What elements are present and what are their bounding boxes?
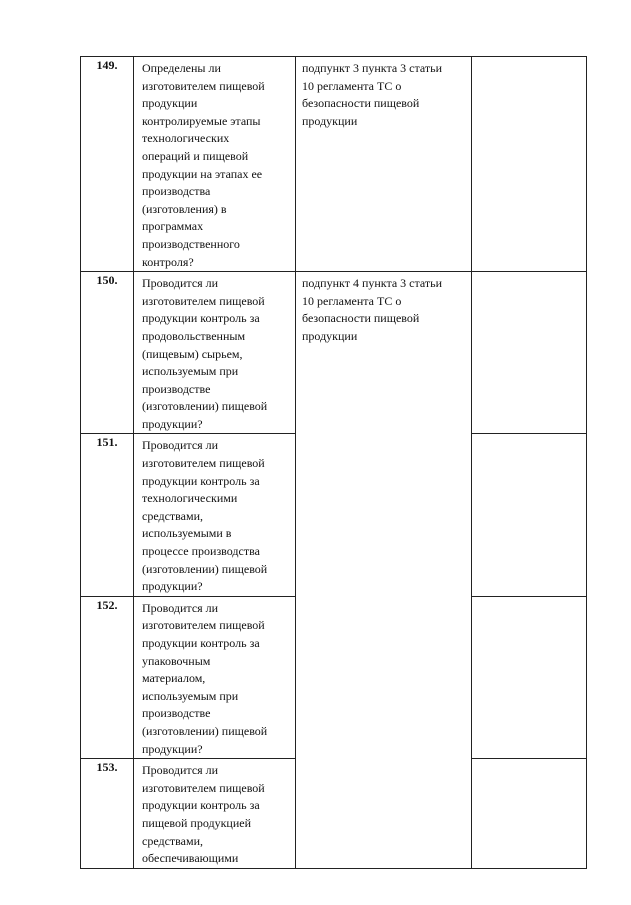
checklist-table [80, 56, 587, 869]
row-number: 153. [81, 759, 134, 869]
reference-text: подпункт 4 пункта 3 статьи 10 регламента ТС о безопасности пищевой продукции [302, 276, 443, 343]
question-text: Проводится ли изготовителем пищевой продукции контроль за технологическими средствами, используемыми в процессе производства (изготовлении) пищевой продукции? [142, 438, 268, 594]
answer-cell[interactable] [472, 57, 587, 272]
row-number: 151. [81, 434, 134, 596]
row-number: 149. [81, 57, 134, 272]
answer-cell[interactable] [472, 434, 587, 596]
reference-text: подпункт 3 пункта 3 статьи 10 регламента ТС о безопасности пищевой продукции [302, 61, 443, 128]
question-text: Проводится ли изготовителем пищевой продукции контроль за упаковочным материалом, используемым при производстве (изготовлении) пищевой продукции? [142, 600, 268, 756]
question-cell [134, 596, 296, 758]
question-text: Проводится ли изготовителем пищевой продукции контроль за пищевой продукцией средствами, обеспечивающими [142, 763, 265, 866]
answer-cell[interactable] [472, 596, 587, 758]
question-cell [134, 434, 296, 596]
answer-cell[interactable] [472, 759, 587, 869]
row-number: 152. [81, 596, 134, 758]
table-row [81, 272, 587, 434]
reference-cell [296, 272, 472, 869]
question-cell [134, 272, 296, 434]
row-number: 150. [81, 272, 134, 434]
reference-cell [296, 57, 472, 272]
question-text: Определены ли изготовителем пищевой продукции контролируемые этапы технологических операций и пищевой продукции на этапах ее производства (изготовления) в программах производственного контроля? [142, 61, 265, 269]
question-text: Проводится ли изготовителем пищевой продукции контроль за продовольственным (пищевым) сырьем, используемым при производстве (изготовлении) пищевой продукции? [142, 276, 268, 431]
answer-cell[interactable] [472, 272, 587, 434]
table-row [81, 57, 587, 272]
question-cell [134, 759, 296, 869]
question-cell [134, 57, 296, 272]
